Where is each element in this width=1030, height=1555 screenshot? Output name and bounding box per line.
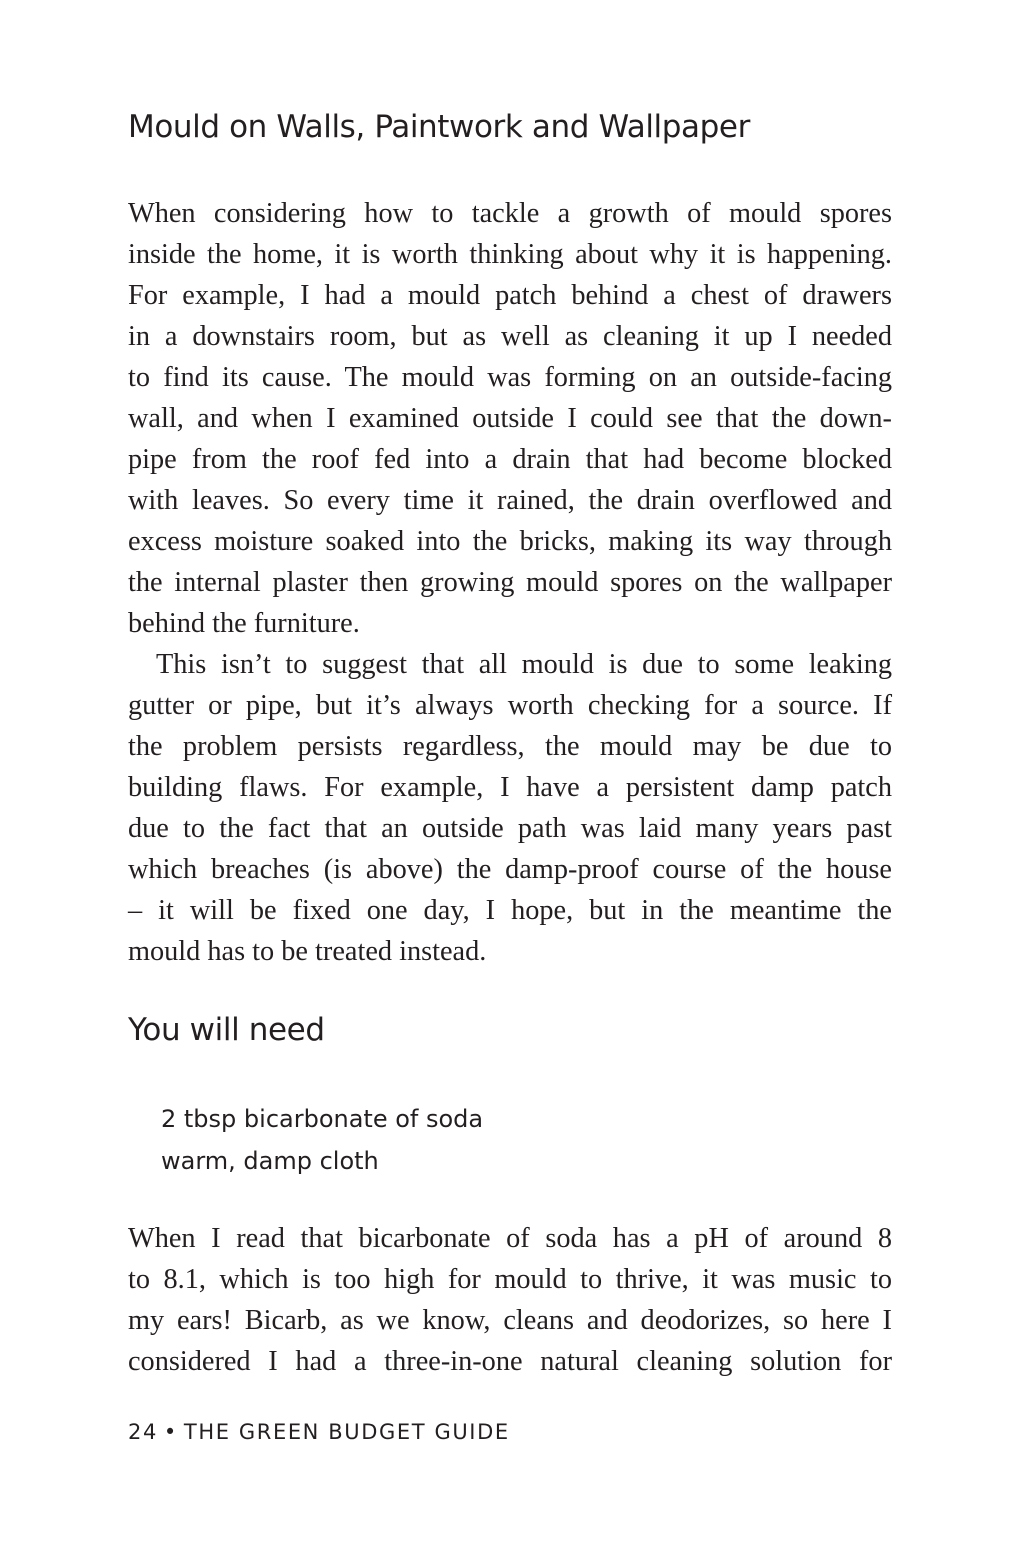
text-line: When I read that bicarbonate of soda has a pH of around 8 [128, 1223, 892, 1254]
text-line: due to the fact that an outside path was laid many years past [128, 813, 892, 844]
text-line: building flaws. For example, I have a persistent damp patch [128, 772, 892, 803]
text-line: wall, and when I examined outside I could see that the down- [128, 403, 892, 434]
body-text-upper [128, 193, 892, 972]
text-line: my ears! Bicarb, as we know, cleans and deodorizes, so here I [128, 1305, 892, 1336]
needs-title: You will need [128, 1012, 325, 1048]
footer-separator: • [163, 1420, 178, 1444]
book-page [128, 0, 892, 1555]
text-line: When considering how to tackle a growth of mould spores [128, 198, 892, 229]
list-item: 2 tbsp bicarbonate of soda [161, 1105, 484, 1133]
section-title: Mould on Walls, Paintwork and Wallpaper [128, 109, 750, 145]
text-line: For example, I had a mould patch behind a chest of drawers [128, 280, 892, 311]
body-text-lower [128, 1218, 892, 1382]
text-line: gutter or pipe, but it’s always worth checking for a source. If [128, 690, 892, 721]
book-title: THE GREEN BUDGET GUIDE [183, 1420, 510, 1444]
text-line: to 8.1, which is too high for mould to thrive, it was music to [128, 1264, 892, 1295]
list-item: warm, damp cloth [161, 1147, 379, 1175]
text-line: behind the furniture. [128, 608, 360, 639]
ingredients-list [161, 1098, 483, 1182]
text-line: the problem persists regardless, the mould may be due to [128, 731, 892, 762]
text-line: with leaves. So every time it rained, the drain overflowed and [128, 485, 892, 516]
text-line: mould has to be treated instead. [128, 936, 487, 967]
page-footer [128, 1420, 510, 1444]
text-line: pipe from the roof fed into a drain that had become blocked [128, 444, 892, 475]
text-line: excess moisture soaked into the bricks, making its way through [128, 526, 892, 557]
text-line: in a downstairs room, but as well as cleaning it up I needed [128, 321, 892, 352]
text-line: to find its cause. The mould was forming on an outside-facing [128, 362, 892, 393]
text-line: considered I had a three-in-one natural cleaning solution for [128, 1346, 892, 1377]
text-line: This isn’t to suggest that all mould is due to some leaking [156, 649, 892, 680]
text-line: inside the home, it is worth thinking about why it is happening. [128, 239, 892, 270]
text-line: – it will be fixed one day, I hope, but in the meantime the [128, 895, 892, 926]
text-line: the internal plaster then growing mould spores on the wallpaper [128, 567, 892, 598]
text-line: which breaches (is above) the damp-proof course of the house [128, 854, 892, 885]
page-number: 24 [128, 1420, 158, 1444]
